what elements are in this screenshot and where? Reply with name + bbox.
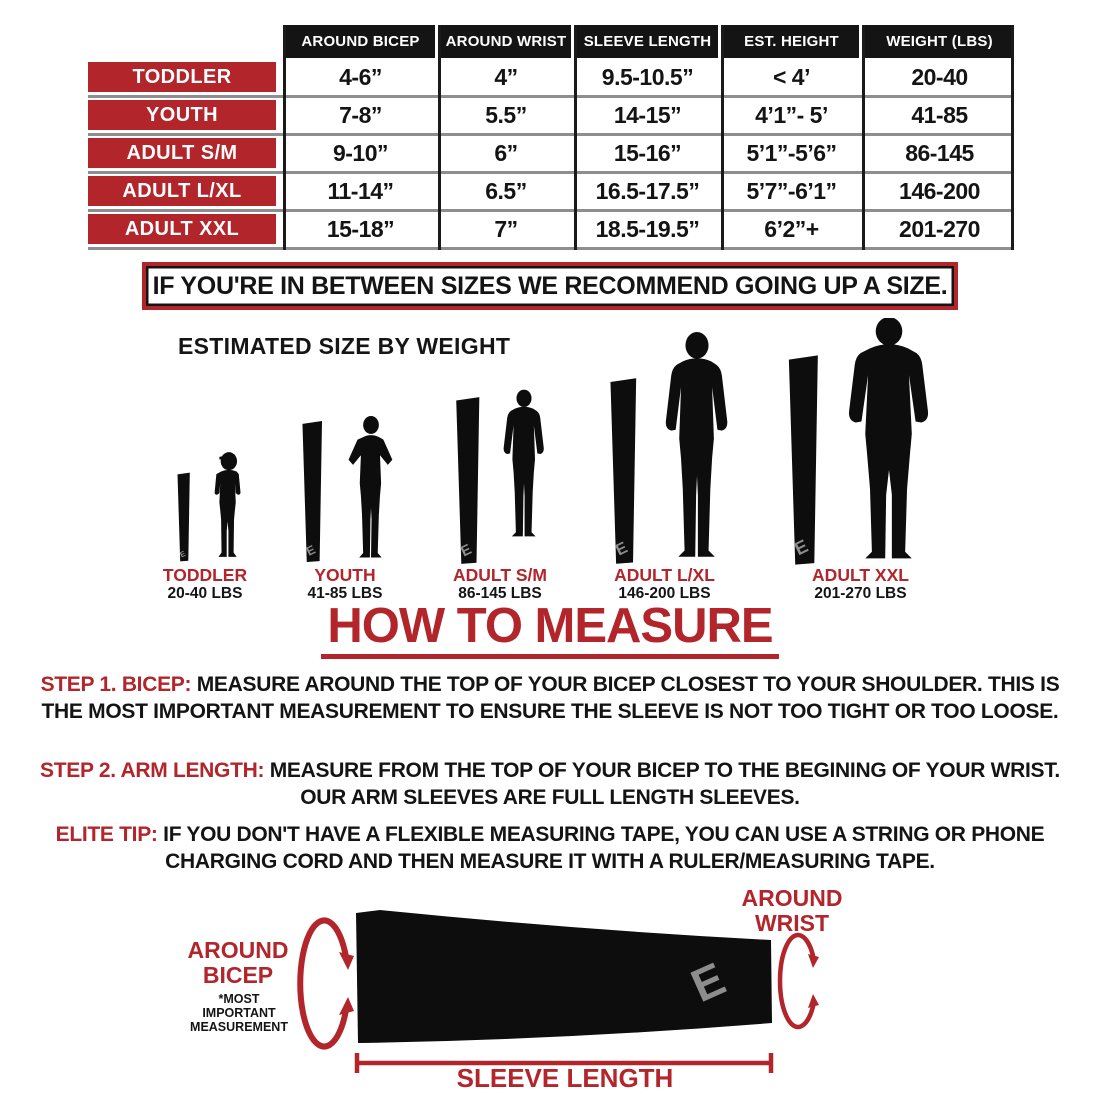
sleeve-icon bbox=[441, 396, 494, 565]
toddler-silhouette-icon bbox=[198, 450, 258, 562]
table-cell: 15-18” bbox=[326, 216, 395, 242]
col-header-weight: WEIGHT (LBS) bbox=[865, 25, 1014, 58]
col-header-around-bicep: AROUND BICEP bbox=[286, 25, 435, 58]
elite-tip-lead: ELITE TIP: bbox=[55, 823, 158, 846]
table-column-divider bbox=[438, 25, 441, 250]
table-cell: 146-200 bbox=[899, 178, 980, 204]
weight-guide-label bbox=[430, 566, 570, 602]
arrowhead-icon bbox=[339, 997, 354, 1015]
step-1-lead: STEP 1. BICEP: bbox=[40, 673, 192, 696]
around-bicep-label: AROUND BICEP bbox=[187, 937, 289, 988]
adult-sm-silhouette-icon bbox=[495, 367, 553, 563]
table-cell: 4-6” bbox=[339, 64, 382, 90]
size-weight: 86-145 LBS bbox=[458, 585, 542, 603]
table-cell: 16.5-17.5” bbox=[595, 178, 700, 204]
most-important-note: *MOST IMPORTANT MEASUREMENT bbox=[190, 992, 288, 1034]
sleeve-icon bbox=[170, 472, 197, 562]
weight-guide-label bbox=[592, 566, 737, 602]
weight-guide-label bbox=[788, 566, 933, 602]
table-cell: 5’1”-5’6” bbox=[746, 140, 837, 166]
table-cell: < 4’ bbox=[772, 64, 810, 90]
col-header-around-wrist: AROUND WRIST bbox=[441, 25, 571, 58]
arrowhead-icon bbox=[808, 954, 819, 968]
table-cell: 7” bbox=[494, 216, 518, 242]
size-table-header-row bbox=[88, 25, 1014, 58]
table-cell: 14-15” bbox=[613, 102, 682, 128]
row-label-adult-xxl: ADULT XXL bbox=[88, 214, 276, 244]
table-cell: 20-40 bbox=[911, 64, 968, 90]
table-column-divider bbox=[721, 25, 724, 250]
table-cell: 86-145 bbox=[905, 140, 974, 166]
table-column-divider bbox=[862, 25, 865, 250]
col-header-sleeve-length: SLEEVE LENGTH bbox=[577, 25, 718, 58]
weight-guide-label bbox=[285, 566, 405, 602]
table-cell: 9.5-10.5” bbox=[601, 64, 694, 90]
table-cell: 4’1”- 5’ bbox=[755, 102, 828, 128]
table-cell: 9-10” bbox=[332, 140, 389, 166]
elite-tip bbox=[30, 822, 1070, 876]
adult-xxl-silhouette-icon bbox=[840, 318, 938, 565]
size-name: ADULT L/XL bbox=[614, 565, 715, 585]
arrowhead-icon bbox=[339, 952, 354, 970]
table-cell: 11-14” bbox=[327, 178, 394, 204]
size-weight: 146-200 LBS bbox=[618, 585, 711, 603]
bicep-measure-ellipse bbox=[300, 921, 346, 1047]
size-weight: 20-40 LBS bbox=[167, 585, 243, 603]
how-to-measure-section bbox=[0, 599, 1100, 659]
row-label-adult-sm: ADULT S/M bbox=[88, 138, 276, 168]
table-cell: 201-270 bbox=[899, 216, 980, 242]
col-header-est-height: EST. HEIGHT bbox=[724, 25, 859, 58]
around-wrist-label: AROUND WRIST bbox=[741, 885, 843, 936]
sleeve-icon bbox=[768, 354, 838, 566]
size-name: ADULT S/M bbox=[453, 565, 547, 585]
size-weight: 41-85 LBS bbox=[307, 585, 383, 603]
youth-silhouette-icon bbox=[338, 416, 404, 562]
table-cell: 5’7”-6’1” bbox=[746, 178, 837, 204]
table-cell: 5.5” bbox=[485, 102, 527, 128]
step-2-lead: STEP 2. ARM LENGTH: bbox=[40, 759, 265, 782]
table-cell: 41-85 bbox=[911, 102, 968, 128]
table-cell: 6” bbox=[494, 140, 518, 166]
size-name: TODDLER bbox=[162, 565, 248, 585]
row-label-adult-lxl: ADULT L/XL bbox=[88, 176, 276, 206]
table-row bbox=[88, 98, 1014, 136]
how-to-measure-title: HOW TO MEASURE bbox=[321, 602, 778, 659]
step-1-bicep bbox=[30, 672, 1070, 726]
sleeve-icon bbox=[288, 420, 336, 563]
arrowhead-icon bbox=[808, 994, 819, 1008]
table-cell: 6.5” bbox=[485, 178, 527, 204]
size-name: YOUTH bbox=[314, 565, 376, 585]
table-row bbox=[88, 174, 1014, 212]
table-row bbox=[88, 212, 1014, 250]
table-cell: 4” bbox=[494, 64, 518, 90]
elite-tip-text: IF YOU DON'T HAVE A FLEXIBLE MEASURING TAPE, YOU CAN USE A STRING OR PHONE CHARGING CORD AND THEN MEASURE IT WITH A RULER/MEASURING TAPE. bbox=[163, 823, 1045, 873]
table-cell: 15-16” bbox=[613, 140, 682, 166]
size-weight: 201-270 LBS bbox=[814, 585, 907, 603]
size-name: ADULT XXL bbox=[812, 565, 909, 585]
step-2-arm-length bbox=[30, 758, 1070, 812]
wrist-measure-ellipse bbox=[780, 935, 814, 1027]
size-table bbox=[88, 25, 1014, 250]
between-sizes-banner: IF YOU'RE IN BETWEEN SIZES WE RECOMMEND GOING UP A SIZE. bbox=[142, 262, 958, 310]
weight-guide-label bbox=[145, 566, 265, 602]
table-row bbox=[88, 60, 1014, 98]
sleeve-length-label: SLEEVE LENGTH bbox=[456, 1063, 674, 1093]
row-label-toddler: TODDLER bbox=[88, 62, 276, 92]
table-cell: 6’2”+ bbox=[764, 216, 819, 242]
estimated-size-title: ESTIMATED SIZE BY WEIGHT bbox=[178, 333, 511, 359]
adult-lxl-silhouette-icon bbox=[652, 332, 742, 563]
table-column-divider bbox=[574, 25, 577, 250]
table-row bbox=[88, 136, 1014, 174]
step-1-text: MEASURE AROUND THE TOP OF YOUR BICEP CLOSEST TO YOUR SHOULDER. THIS IS THE MOST IMPORTANT MEASUREMENT TO ENSURE THE SLEEVE IS NOT TOO TIGHT OR TOO LOOSE. bbox=[41, 673, 1060, 723]
table-column-divider bbox=[283, 25, 286, 250]
row-label-youth: YOUTH bbox=[88, 100, 276, 130]
header-spacer bbox=[88, 25, 280, 58]
table-column-divider bbox=[1011, 25, 1014, 250]
table-cell: 18.5-19.5” bbox=[595, 216, 700, 242]
step-2-text: MEASURE FROM THE TOP OF YOUR BICEP TO THE BEGINING OF YOUR WRIST. OUR ARM SLEEVES ARE FULL LENGTH SLEEVES. bbox=[269, 759, 1060, 809]
elite-e-logo: E bbox=[683, 952, 733, 1012]
table-cell: 7-8” bbox=[339, 102, 382, 128]
sleeve-icon bbox=[593, 377, 653, 565]
